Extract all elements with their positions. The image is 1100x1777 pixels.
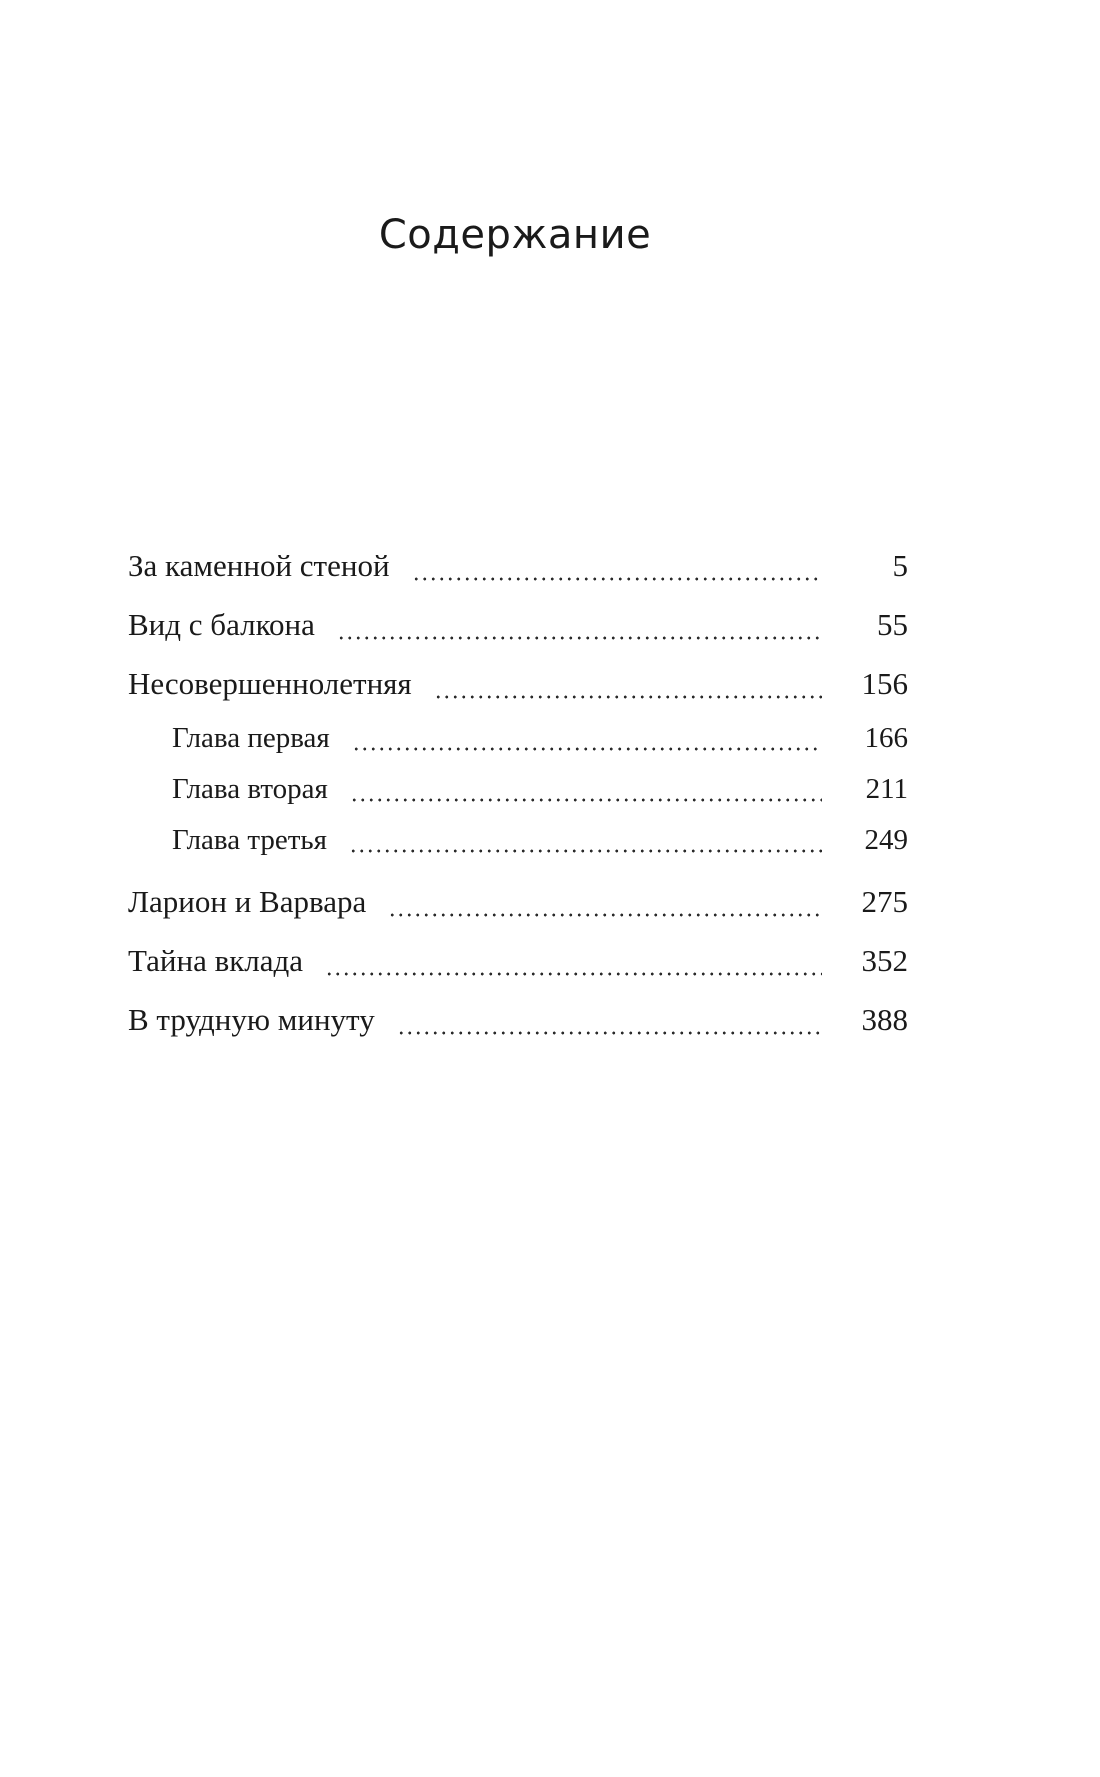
dot-leader [388,887,822,918]
toc-entry-page: 166 [864,722,908,754]
toc-entry[interactable] [128,872,908,931]
toc-entry[interactable] [128,654,908,713]
toc-entry-page: 352 [861,943,908,978]
toc-entry-title: За каменной стеной [128,548,390,583]
toc-entry-title: Тайна вклада [128,943,304,978]
toc-entry-title: В трудную минуту [128,1002,375,1037]
toc-entry[interactable] [128,595,908,654]
toc-entry-title: Глава третья [172,824,327,856]
toc-entry-page: 156 [861,666,908,701]
toc-entry-title: Глава вторая [172,773,328,805]
dot-leader [352,723,822,752]
toc-entry[interactable] [128,536,908,595]
toc-entry-page: 275 [861,884,908,919]
page-title: Содержание [378,212,652,258]
dot-leader [434,669,822,700]
toc-entry-page: 55 [877,607,908,642]
toc-entry-title: Ларион и Варвара [128,884,367,919]
dot-leader [337,610,822,641]
toc-entry-page: 388 [861,1002,908,1037]
toc-entry-page: 249 [864,824,908,856]
toc-entry[interactable] [128,990,908,1049]
dot-leader [397,1005,822,1036]
toc-subentry[interactable] [128,713,908,764]
toc-entry-title: Несовершеннолетняя [128,666,412,701]
dot-leader [412,551,822,582]
toc-entry[interactable] [128,931,908,990]
toc-entry-page: 211 [865,773,908,805]
table-of-contents [128,536,908,1049]
toc-subentry[interactable] [128,764,908,815]
toc-entry-page: 5 [892,548,908,583]
toc-subentry[interactable] [128,815,908,866]
dot-leader [349,825,822,854]
dot-leader [350,774,822,803]
toc-entry-title: Вид с балкона [128,607,315,642]
toc-entry-title: Глава первая [172,722,330,754]
dot-leader [325,946,822,977]
